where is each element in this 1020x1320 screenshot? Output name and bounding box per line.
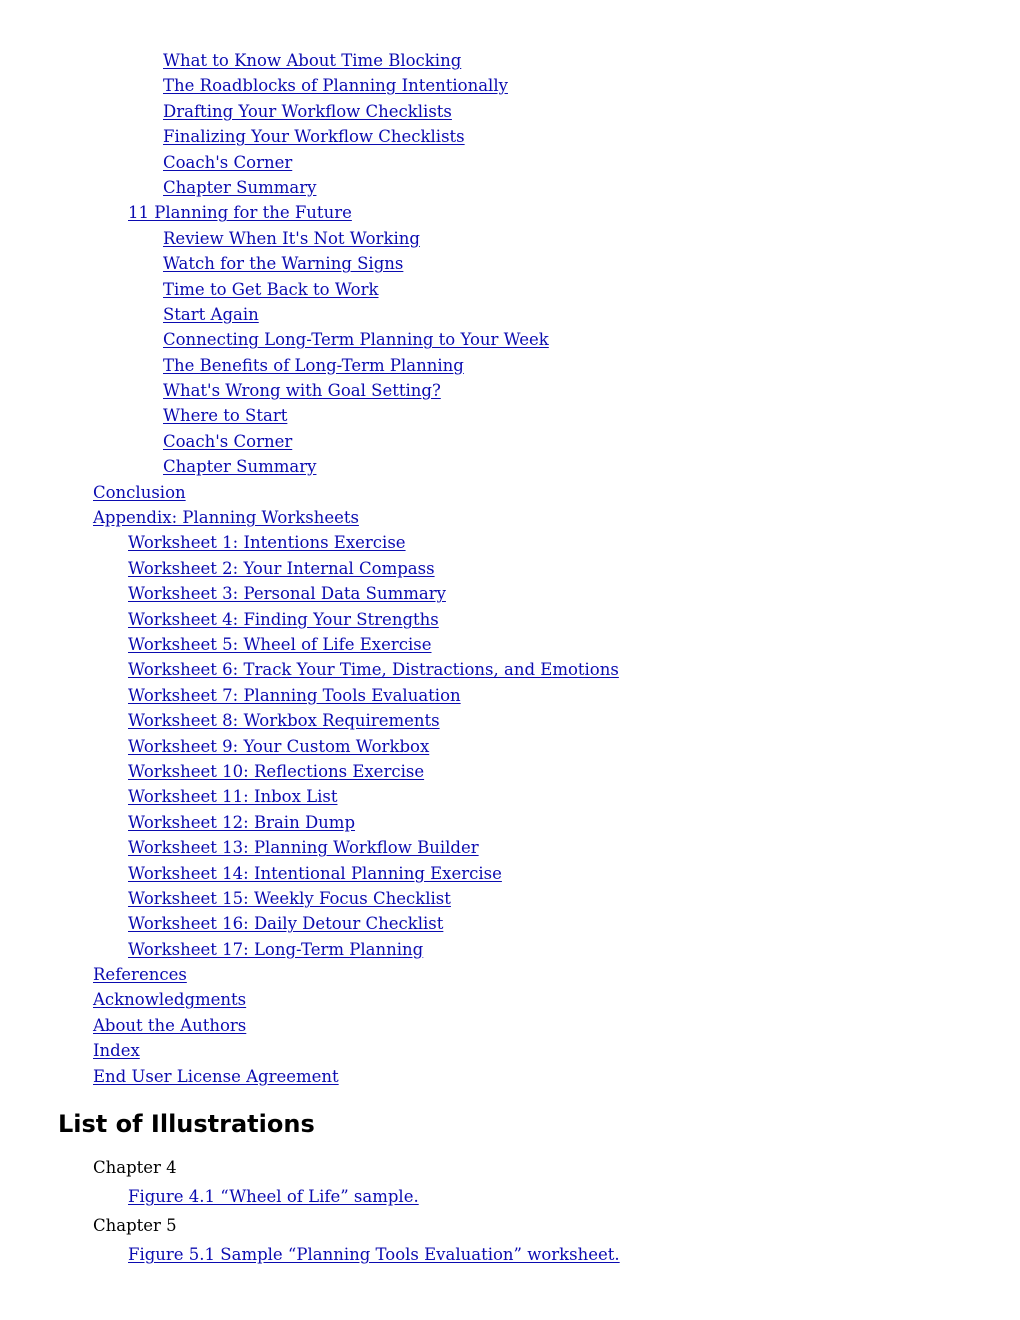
toc-link[interactable]: Worksheet 10: Reflections Exercise	[128, 761, 425, 781]
list-of-illustrations	[0, 1155, 1020, 1271]
toc-link[interactable]: Watch for the Warning Signs	[163, 254, 404, 274]
toc-link[interactable]: Worksheet 17: Long-Term Planning	[128, 939, 424, 959]
toc-link[interactable]: Worksheet 8: Workbox Requirements	[128, 711, 440, 731]
toc-entry	[0, 962, 1020, 987]
toc-link[interactable]: Drafting Your Workflow Checklists	[163, 101, 452, 121]
toc-link[interactable]: Worksheet 1: Intentions Exercise	[128, 533, 406, 553]
toc-link[interactable]: Where to Start	[163, 406, 288, 426]
toc-link[interactable]: Start Again	[163, 304, 259, 324]
toc-entry	[0, 530, 1020, 555]
toc-link[interactable]: Worksheet 9: Your Custom Workbox	[128, 736, 430, 756]
toc-link[interactable]: What to Know About Time Blocking	[163, 51, 462, 70]
toc-entry	[0, 454, 1020, 479]
toc-link[interactable]: Worksheet 6: Track Your Time, Distractions, and Emotions	[128, 660, 619, 680]
toc-entry	[0, 987, 1020, 1012]
toc-entry	[0, 734, 1020, 759]
toc-link[interactable]: Connecting Long-Term Planning to Your Week	[163, 330, 549, 350]
toc-entry	[0, 632, 1020, 657]
toc-entry	[0, 1064, 1020, 1089]
toc-link[interactable]: Acknowledgments	[93, 990, 247, 1010]
toc-entry	[0, 861, 1020, 886]
toc-entry	[0, 937, 1020, 962]
toc-entry	[0, 835, 1020, 860]
illustration-chapter-label: Chapter 5	[93, 1216, 177, 1235]
toc-entry	[0, 480, 1020, 505]
toc-link[interactable]: Worksheet 15: Weekly Focus Checklist	[128, 888, 451, 908]
toc-entry	[0, 810, 1020, 835]
toc-link[interactable]: Coach's Corner	[163, 152, 293, 172]
toc-entry	[0, 505, 1020, 530]
toc-entry	[0, 302, 1020, 327]
toc-link[interactable]: Index	[93, 1041, 140, 1061]
toc-entry	[0, 353, 1020, 378]
toc-entry	[0, 784, 1020, 809]
toc-entry	[0, 556, 1020, 581]
toc-entry	[0, 277, 1020, 302]
table-of-contents	[0, 48, 1020, 1089]
illustration-entry	[0, 1181, 1020, 1213]
toc-entry	[0, 99, 1020, 124]
toc-link[interactable]: Worksheet 5: Wheel of Life Exercise	[128, 634, 432, 654]
illustration-chapter-label: Chapter 4	[93, 1158, 177, 1177]
figure-link[interactable]: Figure 4.1 “Wheel of Life” sample.	[128, 1187, 419, 1206]
toc-entry	[0, 73, 1020, 98]
toc-link[interactable]: Worksheet 16: Daily Detour Checklist	[128, 914, 444, 934]
toc-entry	[0, 226, 1020, 251]
toc-link[interactable]: End User License Agreement	[93, 1066, 339, 1086]
toc-link[interactable]: Chapter Summary	[163, 177, 317, 197]
toc-link[interactable]: Worksheet 13: Planning Workflow Builder	[128, 838, 479, 858]
toc-entry	[0, 1013, 1020, 1038]
toc-entry	[0, 657, 1020, 682]
toc-entry	[0, 581, 1020, 606]
toc-link[interactable]: Worksheet 11: Inbox List	[128, 787, 338, 807]
toc-link[interactable]: What's Wrong with Goal Setting?	[163, 381, 441, 401]
figure-link[interactable]: Figure 5.1 Sample “Planning Tools Evaluation” worksheet.	[128, 1245, 620, 1264]
toc-link[interactable]: Worksheet 7: Planning Tools Evaluation	[128, 685, 461, 705]
toc-entry	[0, 607, 1020, 632]
toc-entry	[0, 911, 1020, 936]
toc-link[interactable]: Appendix: Planning Worksheets	[93, 508, 359, 528]
toc-entry	[0, 429, 1020, 454]
toc-link[interactable]: Time to Get Back to Work	[163, 279, 379, 299]
toc-entry	[0, 327, 1020, 352]
toc-link[interactable]: Finalizing Your Workflow Checklists	[163, 127, 465, 147]
toc-entry	[0, 759, 1020, 784]
toc-entry	[0, 124, 1020, 149]
toc-link[interactable]: The Roadblocks of Planning Intentionally	[163, 76, 508, 96]
toc-link[interactable]: Worksheet 14: Intentional Planning Exercise	[128, 863, 502, 883]
toc-link[interactable]: 11 Planning for the Future	[128, 203, 352, 223]
toc-link[interactable]: Chapter Summary	[163, 457, 317, 477]
toc-entry	[0, 403, 1020, 428]
toc-entry	[0, 1038, 1020, 1063]
illustration-entry	[0, 1239, 1020, 1271]
toc-link[interactable]: References	[93, 965, 187, 985]
toc-entry	[0, 251, 1020, 276]
toc-link[interactable]: Coach's Corner	[163, 431, 293, 451]
toc-entry	[0, 708, 1020, 733]
toc-entry	[0, 683, 1020, 708]
toc-entry	[0, 175, 1020, 200]
list-of-illustrations-heading: List of Illustrations	[58, 1110, 315, 1138]
toc-entry	[0, 150, 1020, 175]
toc-link[interactable]: About the Authors	[93, 1015, 247, 1035]
toc-link[interactable]: Worksheet 12: Brain Dump	[128, 812, 356, 832]
toc-entry	[0, 378, 1020, 403]
toc-link[interactable]: Conclusion	[93, 482, 186, 502]
toc-link[interactable]: Review When It's Not Working	[163, 228, 420, 248]
toc-link[interactable]: Worksheet 4: Finding Your Strengths	[128, 609, 439, 629]
toc-link[interactable]: Worksheet 2: Your Internal Compass	[128, 558, 435, 578]
toc-entry	[0, 886, 1020, 911]
toc-link[interactable]: Worksheet 3: Personal Data Summary	[128, 584, 446, 604]
toc-entry	[0, 48, 1020, 73]
toc-entry	[0, 200, 1020, 225]
toc-link[interactable]: The Benefits of Long-Term Planning	[163, 355, 464, 375]
